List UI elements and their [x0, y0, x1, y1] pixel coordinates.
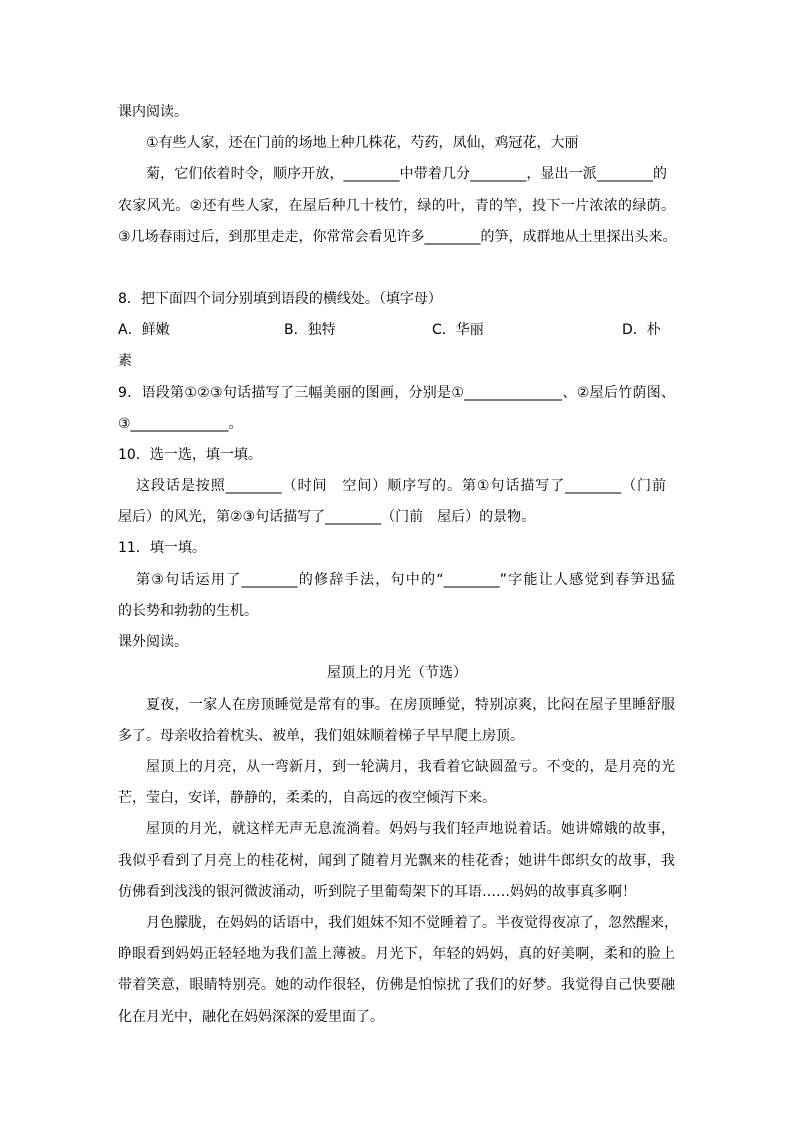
passage2-line: 屋顶的月光，就这样无声无息流淌着。妈妈与我们轻声地说着话。她讲嫦娥的故事，: [146, 821, 675, 837]
q8-option-b: B．独特: [284, 322, 336, 338]
passage1-line: ③几场春雨过后，到那里走走，你常常会看见许多________的笋，成群地从土里探出头来。: [118, 229, 677, 245]
q9-line: ③______________。: [118, 416, 243, 432]
passage2-line: 夏夜，一家人在房顶睡觉是常有的事。在房顶睡觉，特别凉爽，比闷在屋子里睡舒服: [146, 697, 675, 713]
q8-stem: 8．把下面四个词分别填到语段的横线处。（填字母）: [118, 291, 442, 307]
passage2-line: 月色朦胧，在妈妈的话语中，我们姐妹不知不觉睡着了。半夜觉得夜凉了，忽然醒来，: [146, 915, 678, 931]
passage2-line: 芒，莹白，安详，静静的，柔柔的，自高远的夜空倾泻下来。: [118, 790, 496, 806]
q11-line: 第③句话运用了________的修辞手法，句中的“________”字能让人感觉到春笋迅猛: [136, 572, 675, 588]
passage2-line: 仿佛看到浅浅的银河微波涌动，听到院子里葡萄架下的耳语……妈妈的故事真多啊！: [118, 884, 636, 900]
passage1-line: 菊，它们依着时令，顺序开放，________中带着几分________，显出一派________的: [146, 166, 667, 182]
passage2-title: 屋顶上的月光（节选）: [327, 665, 467, 681]
passage2-line: 化在月光中，融化在妈妈深深的爱里面了。: [118, 1009, 384, 1025]
passage2-line: 睁眼看到妈妈正轻轻地为我们盖上薄被。月光下，年轻的妈妈，真的好美啊，柔和的脸上: [118, 946, 675, 962]
passage1-line: ①有些人家，还在门前的场地上种几株花，芍药，凤仙，鸡冠花，大丽: [146, 135, 579, 151]
q10-stem: 10．选一选，填一填。: [118, 447, 262, 463]
passage2-line: 多了。母亲收拾着枕头、被单，我们姐妹顺着梯子早早爬上房顶。: [118, 728, 524, 744]
q8-option-a: A．鲜嫩: [118, 322, 170, 338]
passage2-line: 屋顶上的月亮，从一弯新月，到一轮满月，我看着它缺圆盈亏。不变的，是月亮的光: [146, 759, 675, 775]
q8-option-c: C．华丽: [432, 322, 484, 338]
q8-option-d: D．朴: [622, 322, 661, 338]
passage2-heading: 课外阅读。: [118, 634, 188, 650]
passage1-line: 农家风光。②还有些人家，在屋后种几十枝竹，绿的叶，青的竿，投下一片浓浓的绿荫。: [118, 198, 675, 214]
q9-line: 9．语段第①②③句话描写了三幅美丽的图画，分别是①______________、②屋后竹荫图、: [118, 385, 675, 401]
q11-stem: 11．填一填。: [118, 540, 206, 556]
passage2-line: 我似乎看到了月亮上的桂花树，闻到了随着月光飘来的桂花香；她讲牛郎织女的故事，我: [118, 853, 675, 869]
passage2-line: 带着笑意，眼睛特别亮。她的动作很轻，仿佛是怕惊扰了我们的好梦。我觉得自己快要融: [118, 977, 675, 993]
q10-line: 这段话是按照________（时间 空间）顺序写的。第①句话描写了________（门前: [136, 478, 666, 494]
q11-line: 的长势和勃勃的生机。: [118, 603, 258, 619]
passage1-heading: 课内阅读。: [118, 104, 188, 120]
q8-option-d-wrap: 素: [118, 353, 132, 369]
q10-line: 屋后）的风光，第②③句话描写了________（门前 屋后）的景物。: [118, 509, 536, 525]
